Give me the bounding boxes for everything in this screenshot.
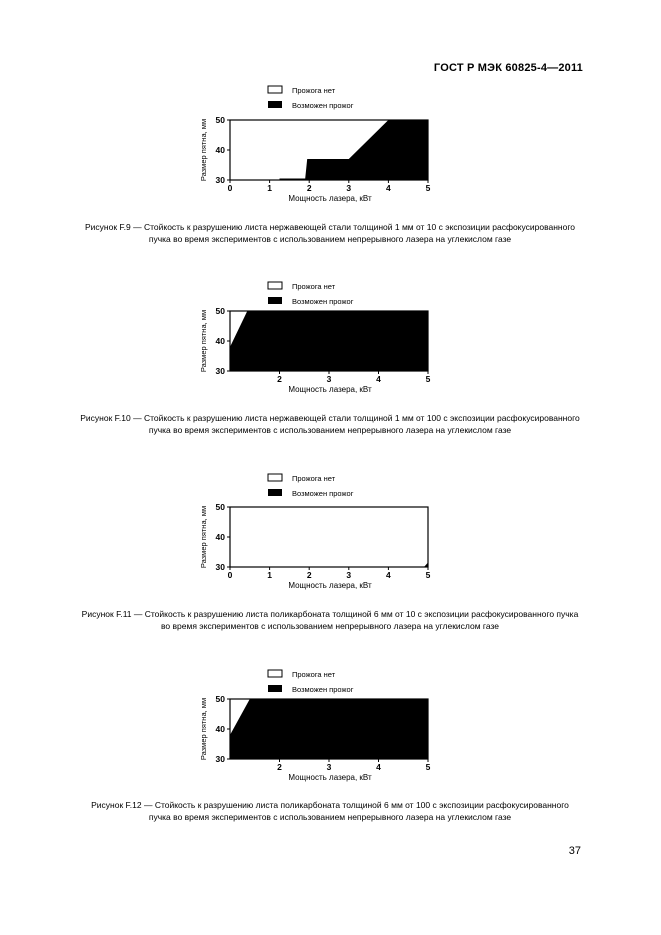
figure-caption: Рисунок F.10 — Стойкость к разрушению листа нержавеющей стали толщиной 1 мм от 100 с экспозиции расфокусированного пучка во время экспериментов с использованием непрерывного лазера на углекислом газе bbox=[80, 413, 580, 435]
burn-region bbox=[424, 563, 428, 568]
x-tick-label: 2 bbox=[277, 374, 282, 384]
legend-label-burn: Возможен прожог bbox=[292, 685, 354, 694]
y-tick-label: 40 bbox=[215, 724, 225, 734]
x-axis-label: Мощность лазера, кВт bbox=[288, 773, 372, 782]
x-tick-label: 5 bbox=[425, 374, 431, 384]
y-tick-label: 40 bbox=[215, 145, 225, 155]
legend-label-no-burn: Прожога нет bbox=[292, 282, 336, 291]
y-tick-label: 40 bbox=[215, 532, 225, 542]
plot-frame bbox=[230, 507, 428, 567]
x-tick-label: 0 bbox=[227, 183, 233, 193]
x-tick-label: 3 bbox=[346, 183, 352, 193]
x-tick-label: 1 bbox=[267, 570, 272, 580]
page-number: 37 bbox=[568, 845, 581, 857]
legend-label-no-burn: Прожога нет bbox=[292, 86, 336, 95]
y-tick-label: 40 bbox=[215, 336, 225, 346]
legend-label-burn: Возможен прожог bbox=[292, 297, 354, 306]
legend-label-burn: Возможен прожог bbox=[292, 489, 354, 498]
x-tick-label: 2 bbox=[306, 183, 312, 193]
x-tick-label: 4 bbox=[376, 762, 381, 772]
figure-f10 bbox=[0, 276, 661, 446]
x-tick-label: 1 bbox=[267, 183, 272, 193]
legend-label-no-burn: Прожога нет bbox=[292, 474, 336, 483]
y-tick-label: 30 bbox=[215, 366, 225, 376]
y-axis-label: Размер пятна, мм bbox=[199, 505, 208, 569]
x-tick-label: 5 bbox=[425, 762, 431, 772]
legend-swatch-burn bbox=[268, 489, 282, 496]
legend-label-no-burn: Прожога нет bbox=[292, 670, 336, 679]
y-axis-label: Размер пятна, мм bbox=[199, 697, 208, 761]
legend-swatch-no-burn bbox=[268, 86, 282, 93]
chart-f10 bbox=[0, 276, 661, 406]
x-tick-label: 2 bbox=[277, 762, 282, 772]
x-tick-label: 3 bbox=[326, 762, 332, 772]
y-tick-label: 50 bbox=[215, 115, 225, 125]
legend-swatch-burn bbox=[268, 685, 282, 692]
x-tick-label: 3 bbox=[346, 570, 352, 580]
burn-region bbox=[230, 311, 428, 371]
legend-swatch-burn bbox=[268, 297, 282, 304]
y-axis-label: Размер пятна, мм bbox=[199, 309, 208, 373]
document-header: ГОСТ Р МЭК 60825-4—2011 bbox=[433, 62, 583, 74]
x-tick-label: 4 bbox=[386, 183, 391, 193]
x-tick-label: 0 bbox=[227, 570, 233, 580]
figure-caption: Рисунок F.9 — Стойкость к разрушению листа нержавеющей стали толщиной 1 мм от 10 с экспозиции расфокусированного пучка во время экспериментов с использованием непрерывного лазера на углекислом газе bbox=[84, 222, 575, 244]
x-tick-label: 4 bbox=[376, 374, 381, 384]
x-tick-label: 5 bbox=[425, 570, 431, 580]
legend-swatch-no-burn bbox=[268, 282, 282, 289]
y-tick-label: 50 bbox=[215, 306, 225, 316]
x-axis-label: Мощность лазера, кВт bbox=[288, 581, 372, 590]
legend-swatch-no-burn bbox=[268, 474, 282, 481]
x-tick-label: 3 bbox=[326, 374, 332, 384]
figure-caption: Рисунок F.11 — Стойкость к разрушению листа поликарбоната толщиной 6 мм от 10 с экспозиции расфокусированного пучка во время экспериментов с использованием непрерывного лазера на углекислом газе bbox=[81, 609, 579, 631]
legend-label-burn: Возможен прожог bbox=[292, 101, 354, 110]
y-tick-label: 30 bbox=[215, 754, 225, 764]
figure-f9 bbox=[0, 80, 661, 250]
y-tick-label: 50 bbox=[215, 694, 225, 704]
y-tick-label: 30 bbox=[215, 562, 225, 572]
y-tick-label: 50 bbox=[215, 502, 225, 512]
figure-f11 bbox=[0, 468, 661, 638]
legend-swatch-burn bbox=[268, 101, 282, 108]
legend-swatch-no-burn bbox=[268, 670, 282, 677]
x-tick-label: 5 bbox=[425, 183, 431, 193]
chart-f9 bbox=[0, 80, 661, 210]
burn-region bbox=[280, 120, 429, 180]
chart-f12 bbox=[0, 664, 661, 794]
x-axis-label: Мощность лазера, кВт bbox=[288, 194, 372, 203]
figure-f12 bbox=[0, 664, 661, 834]
burn-region bbox=[230, 699, 428, 759]
y-axis-label: Размер пятна, мм bbox=[199, 118, 208, 182]
chart-f11 bbox=[0, 468, 661, 598]
x-tick-label: 4 bbox=[386, 570, 391, 580]
figure-caption: Рисунок F.12 — Стойкость к разрушению листа поликарбоната толщиной 6 мм от 100 с экспозиции расфокусированного пучка во время экспериментов с использованием непрерывного лазера на углекислом газе bbox=[91, 800, 569, 822]
x-tick-label: 2 bbox=[306, 570, 312, 580]
y-tick-label: 30 bbox=[215, 175, 225, 185]
x-axis-label: Мощность лазера, кВт bbox=[288, 385, 372, 394]
